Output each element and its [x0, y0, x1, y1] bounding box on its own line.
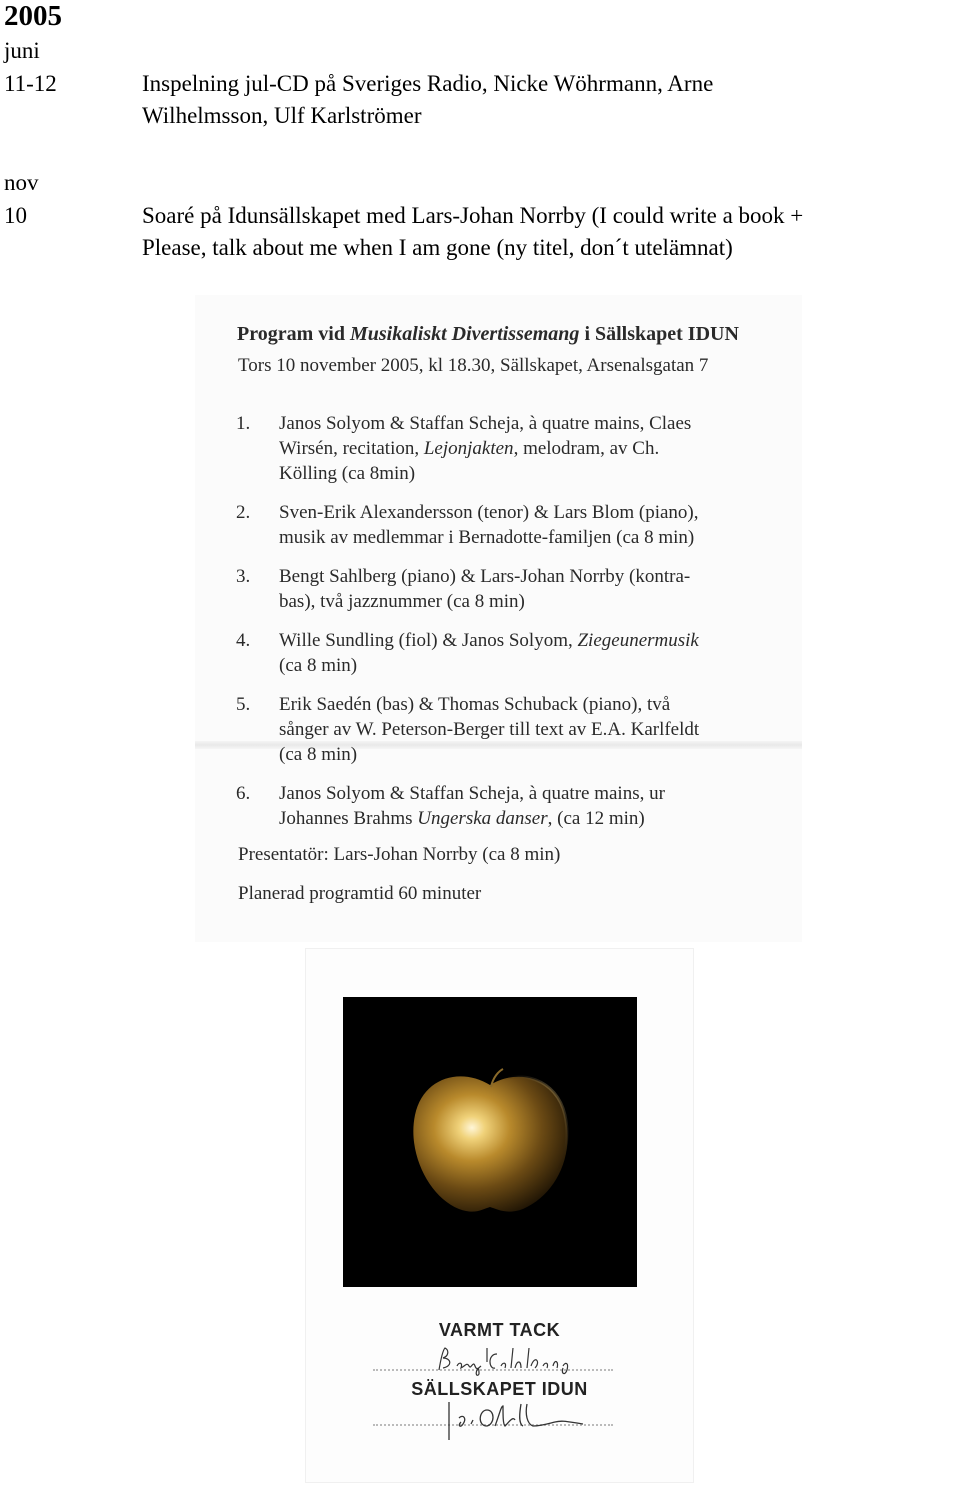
entry-line: Please, talk about me when I am gone (ny titel, don´t utelämnat) [142, 235, 733, 260]
program-item-line [279, 717, 699, 742]
entry-line: Inspelning jul-CD på Sveriges Radio, Nicke Wöhrmann, Arne [142, 71, 714, 96]
signature-chair [443, 1396, 593, 1451]
program-item-line [279, 564, 690, 589]
text-segment: Wille Sundling (fiol) & Janos Solyom, [279, 630, 578, 651]
program-item-text [279, 564, 690, 614]
entry-date: 10 [4, 203, 27, 228]
program-item-line [279, 806, 665, 831]
program-item-text [279, 500, 698, 550]
text-segment: bas), två jazznummer (ca 8 min) [279, 591, 525, 612]
text-segment: Sven-Erik Alexandersson (tenor) & Lars Blom (piano), [279, 502, 699, 523]
program-item-line [279, 628, 699, 653]
program-item-line [279, 436, 691, 461]
text-segment: Janos Solyom & Staffan Scheja, à quatre mains, Claes [279, 413, 692, 434]
program-item-line [279, 781, 665, 806]
text-segment: Johannes Brahms [279, 808, 418, 829]
text-segment: musik av medlemmar i Bernadotte-familjen (ca 8 min) [279, 527, 695, 548]
program-item-line [279, 461, 691, 486]
program-item-text [279, 628, 699, 678]
program-title [237, 323, 739, 346]
program-item-line [279, 411, 691, 436]
text-segment: Erik Saedén (bas) & Thomas Schuback (piano), två [279, 694, 671, 715]
thank-you-card [305, 948, 694, 1483]
entry-date: 11-12 [4, 71, 57, 96]
year-heading: 2005 [4, 0, 62, 32]
italic-title: Lejonjakten [423, 438, 514, 459]
card-org: SÄLLSKAPET IDUN [411, 1379, 588, 1399]
program-item-text [279, 692, 699, 767]
program-item-line [279, 525, 698, 550]
program-duration: Planerad programtid 60 minuter [238, 883, 482, 904]
text-segment: , melodram, av Ch. [513, 438, 660, 459]
text-segment: Janos Solyom & Staffan Scheja, à quatre mains, ur [279, 783, 665, 804]
program-item-text [279, 411, 691, 486]
program-presenter: Presentatör: Lars-Johan Norrby (ca 8 min) [238, 844, 561, 865]
entry-line: Wilhelmsson, Ulf Karlströmer [142, 103, 422, 128]
program-title-suffix: i Sällskapet IDUN [579, 323, 739, 345]
entry-month: nov [4, 170, 39, 195]
program-item-number: 5. [236, 694, 251, 715]
entry-line: Soaré på Idunsällskapet med Lars-Johan Norrby (I could write a book + [142, 203, 804, 228]
program-item-line [279, 692, 699, 717]
text-segment: (ca 8 min) [279, 655, 358, 676]
text-segment: , (ca 12 min) [547, 808, 645, 829]
program-item-text [279, 781, 665, 831]
entry-text [142, 68, 713, 132]
program-item-number: 1. [236, 413, 251, 434]
italic-title: Ziegeunermusik [577, 630, 699, 651]
text-segment: Kölling (ca 8min) [279, 463, 416, 484]
apple-body [413, 1076, 567, 1211]
program-subtitle: Tors 10 november 2005, kl 18.30, Sällskapet, Arsenalsgatan 7 [238, 355, 709, 376]
entry-text [142, 200, 803, 264]
italic-title: Ungerska danser [417, 808, 548, 829]
program-scan [195, 295, 802, 942]
text-segment: Wirsén, recitation, [279, 438, 424, 459]
program-title-italic: Musikaliskt Divertissemang [349, 323, 580, 345]
text-segment: (ca 8 min) [279, 744, 358, 765]
apple-image [343, 997, 637, 1287]
program-item-line [279, 500, 698, 525]
program-item-line [279, 653, 699, 678]
program-title-prefix: Program vid [237, 323, 350, 345]
program-item-number: 2. [236, 502, 251, 523]
text-segment: Bengt Sahlberg (piano) & Lars-Johan Norrby (kontra- [279, 566, 691, 587]
entry-month: juni [4, 38, 40, 63]
program-item-line [279, 589, 690, 614]
signature-sahlberg [435, 1344, 575, 1381]
program-item-line [279, 742, 699, 767]
program-item-number: 6. [236, 783, 251, 804]
card-thanks: VARMT TACK [438, 1320, 561, 1340]
apple-photo [343, 997, 637, 1287]
program-item-number: 3. [236, 566, 251, 587]
program-item-number: 4. [236, 630, 251, 651]
text-segment: sånger av W. Peterson-Berger till text av E.A. Karlfeldt [279, 719, 700, 740]
